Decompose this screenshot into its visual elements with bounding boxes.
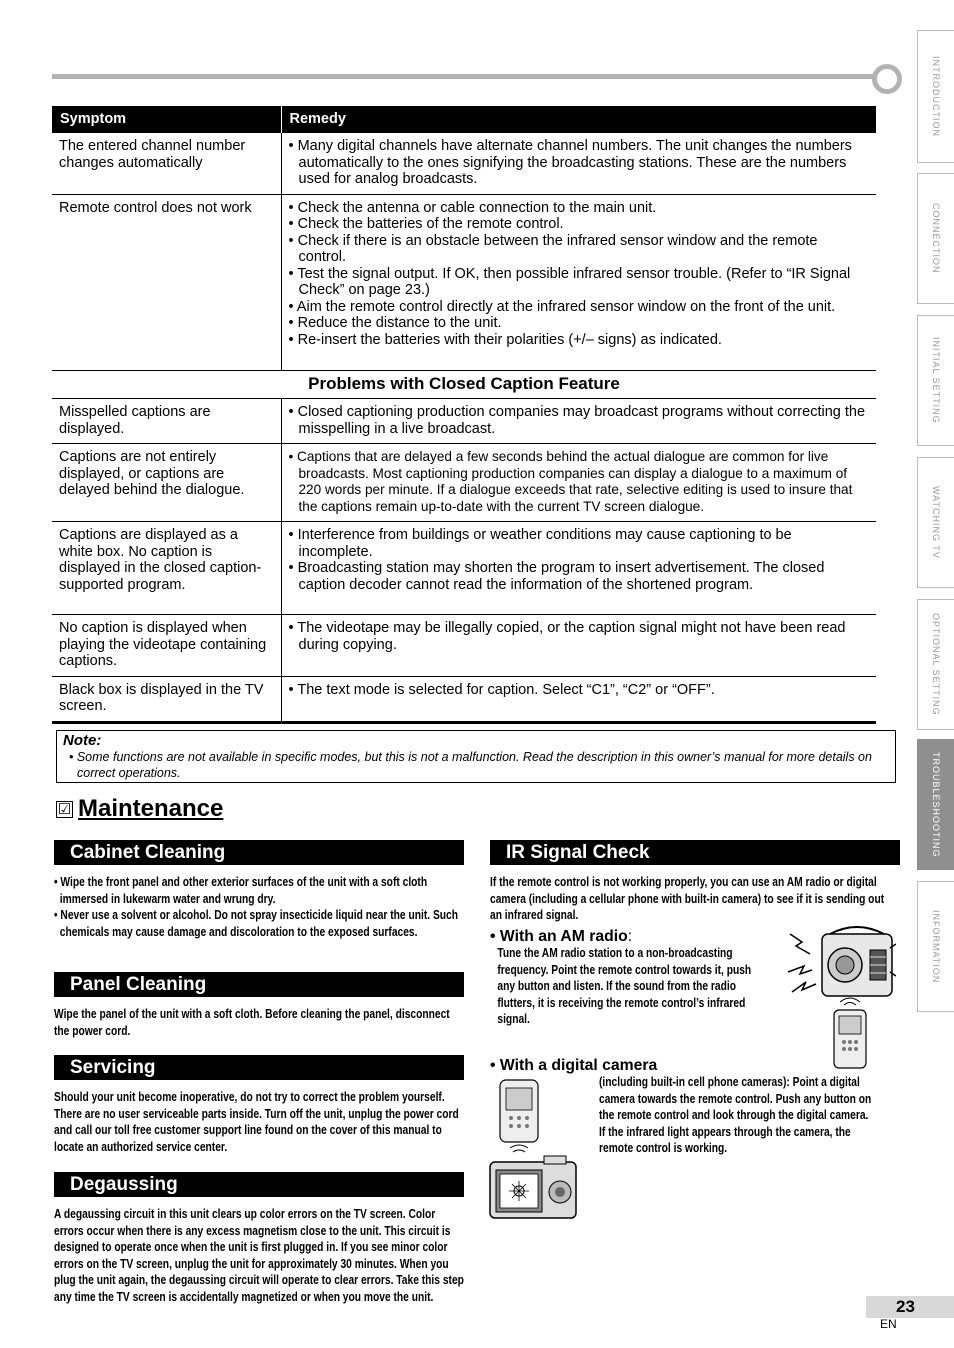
- table-row: [52, 194, 876, 370]
- symptom-cell: The entered channel number changes automatically: [52, 133, 281, 194]
- symptom-header: Symptom: [52, 106, 281, 133]
- tab-troubleshooting[interactable]: TROUBLESHOOTING: [917, 739, 954, 870]
- maintenance-heading: [56, 795, 223, 823]
- header-rule-circle: [872, 64, 902, 94]
- tab-watching-tv[interactable]: WATCHING TV: [917, 457, 954, 588]
- remedy-header: Remedy: [281, 106, 876, 133]
- symptom-cell: No caption is displayed when playing the videotape containing captions.: [52, 615, 281, 677]
- section-title: Problems with Closed Caption Feature: [52, 370, 876, 399]
- cabinet-cleaning-header: Cabinet Cleaning: [54, 840, 464, 865]
- table-row: [52, 444, 876, 522]
- tab-introduction[interactable]: INTRODUCTION: [917, 30, 954, 163]
- note-title: Note:: [63, 732, 102, 749]
- servicing-header: Servicing: [54, 1055, 464, 1080]
- remedy-cell: • The text mode is selected for caption. Select “C1”, “C2” or “OFF”.: [281, 676, 876, 722]
- panel-cleaning-header: Panel Cleaning: [54, 972, 464, 997]
- troubleshooting-table: [52, 106, 876, 724]
- am-radio-section: • With an AM radio: Tune the AM radio station to a non-broadcasting frequency. Point the remote control towards it, push any button and listen. If the sound from the radio flutters, it is receiving the remote control’s infrared signal.: [490, 928, 752, 1027]
- table-row: [52, 522, 876, 615]
- servicing-text: Should your unit become inoperative, do not try to correct the problem yourself. There are no user serviceable parts inside. Turn off the unit, unplug the power cord and call our toll free customer support line found on the cover of this manual to locate an authorized service center.: [54, 1090, 459, 1154]
- table-row: [52, 399, 876, 444]
- remote-control-icon: [828, 994, 872, 1070]
- language-code: EN: [880, 1317, 897, 1331]
- ir-intro-text: If the remote control is not working properly, you can use an AM radio or digital camera (including a cellular phone with built-in camera) to see if it is sending out an infrared signal.: [490, 875, 885, 923]
- symptom-cell: Black box is displayed in the TV screen.: [52, 676, 281, 722]
- page-number: 23: [866, 1296, 954, 1318]
- cabinet-cleaning-text: • Wipe the front panel and other exterior surfaces of the unit with a soft cloth immersed in lukewarm water and wrung dry. • Never use a solvent or alcohol. Do not spray insecticide liquid near the unit. Such chemicals may cause damage and discoloration to the exposed surfaces.: [54, 875, 459, 939]
- degaussing-header: Degaussing: [54, 1172, 464, 1197]
- remedy-cell: • Captions that are delayed a few seconds behind the actual dialogue are common for live broadcasts. Most captioning production companies can display a dialogue to a maximum of 220 words per minute. If a dialogue exceeds that rate, selective editing is used to insure that the captions remain up-to-date with the current TV screen dialogue.: [281, 444, 876, 522]
- remedy-cell: • Interference from buildings or weather conditions may cause captioning to be incomplete. • Broadcasting station may shorten the program to insert advertisement. The closed caption decoder cannot read the information of the shortened program.: [281, 522, 876, 615]
- table-row: [52, 133, 876, 194]
- digital-camera-label: • With a digital camera: [490, 1057, 658, 1074]
- degaussing-text: A degaussing circuit in this unit clears up color errors on the TV screen. Color errors occur when there is any excess magnetism close to the unit. This circuit is designed to operate once when the unit is first plugged in. If you see minor color errors on the TV screen, unplug the unit for approximately 30 minutes. When you plug the unit again, the degaussing circuit will operate to clear errors. Take this step any time the TV screen is accidentally magnetized or when you move the unit.: [54, 1207, 464, 1304]
- digital-camera-text: (including built-in cell phone cameras): Point a digital camera towards the remote control. Push any button on the remote control and look through the digital camera. If the infrared light appears through the camera, the remote control is working.: [599, 1075, 872, 1156]
- note-text: • Some functions are not available in specific modes, but this is not a malfunction. Read the description in this owner’s manual for more details on correct operations.: [69, 750, 872, 780]
- panel-cleaning-text: Wipe the panel of the unit with a soft cloth. Before cleaning the panel, disconnect the power cord.: [54, 1007, 450, 1038]
- header-rule: [52, 74, 882, 79]
- tab-initial-setting[interactable]: INITIAL SETTING: [917, 315, 954, 446]
- remedy-cell: • Check the antenna or cable connection to the main unit. • Check the batteries of the remote control. • Check if there is an obstacle between the infrared sensor window and the remote control. • Test the signal output. If OK, then possible infrared sensor trouble. (Refer to “IR Signal Check” on page 23.) • Aim the remote control directly at the infrared sensor window on the front of the unit. • Reduce the distance to the unit. • Re-insert the batteries with their polarities (+/– signs) as indicated.: [281, 194, 876, 370]
- ir-signal-check-header: IR Signal Check: [490, 840, 900, 865]
- remedy-cell: • Many digital channels have alternate channel numbers. The unit changes the numbers automatically to the ones signifying the broadcasting stations. These are the numbers used for analog broadcasts.: [281, 133, 876, 194]
- am-radio-icon: [786, 926, 896, 1002]
- section-row: [52, 370, 876, 399]
- symptom-cell: Captions are not entirely displayed, or captions are delayed behind the dialogue.: [52, 444, 281, 522]
- table-row: [52, 676, 876, 722]
- remedy-cell: • Closed captioning production companies may broadcast programs without correcting the misspelling in a live broadcast.: [281, 399, 876, 444]
- tab-information[interactable]: INFORMATION: [917, 881, 954, 1012]
- table-row: [52, 615, 876, 677]
- remedy-cell: • The videotape may be illegally copied, or the caption signal might not have been read during copying.: [281, 615, 876, 677]
- maintenance-title: Maintenance: [78, 795, 224, 822]
- tab-optional-setting[interactable]: OPTIONAL SETTING: [917, 599, 954, 730]
- symptom-cell: Remote control does not work: [52, 194, 281, 370]
- symptom-cell: Captions are displayed as a white box. No caption is displayed in the closed caption-supported program.: [52, 522, 281, 615]
- note-box: [56, 730, 896, 783]
- tab-connection[interactable]: CONNECTION: [917, 173, 954, 304]
- checkbox-icon: ☑: [57, 800, 72, 818]
- symptom-cell: Misspelled captions are displayed.: [52, 399, 281, 444]
- digital-camera-icon: [488, 1078, 580, 1222]
